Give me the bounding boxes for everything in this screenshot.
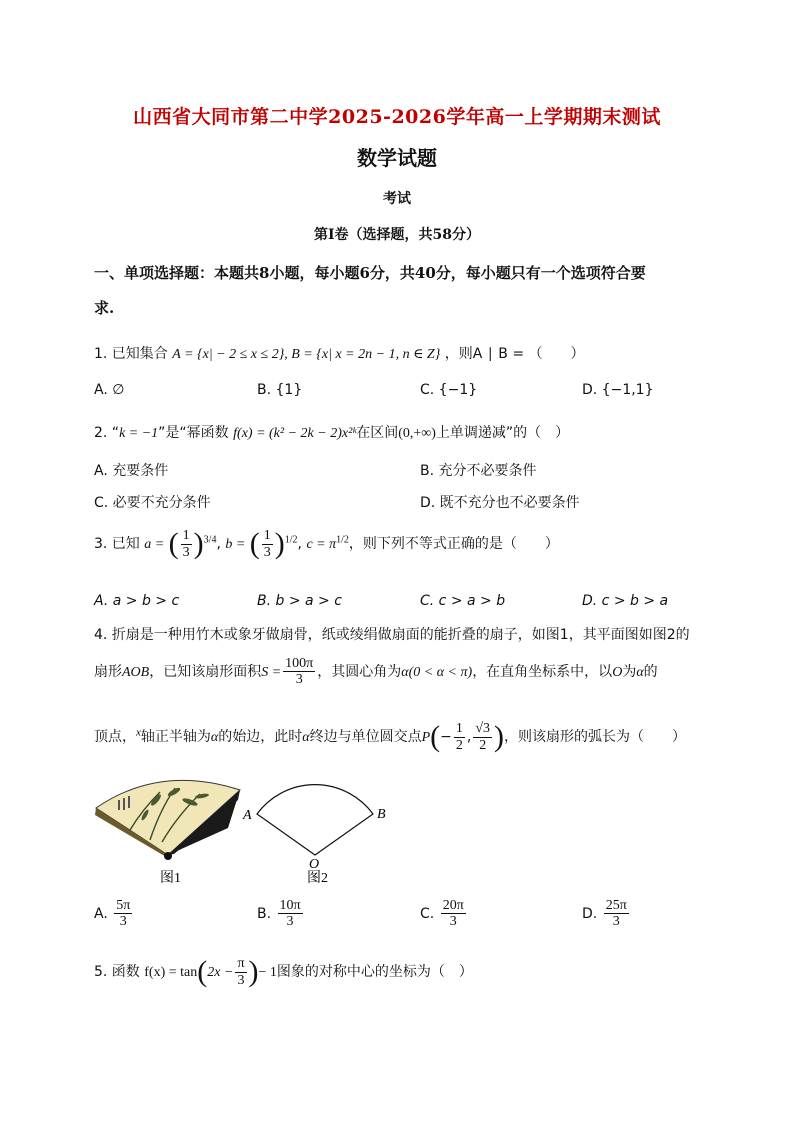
q3-lead: 3. 已知 [94,536,140,552]
question-3: 3. 已知 a = ( $\frac{1}{3}$ )$^{3/4}$, b = ( $\frac{1}{3}$ )$^{1/2}$, $c = \pi^{1/2}$，则下列不等式正确的是（ ） [94,527,559,560]
figure-2-caption: 图2 [307,871,328,886]
q4-text: 的始边，此时 [218,729,303,745]
point-a-label: A [243,808,252,823]
point-b-label: B [377,807,386,822]
q4-p: P [421,730,431,745]
q3-exp-a: 3/4 [203,534,217,546]
q2-text-b: ”是“幂函数 [158,425,229,441]
q4-px-num: 1 [455,721,463,737]
q4-text: 为 [622,663,637,680]
q4-alpha: α [302,730,310,745]
q2-k: k = −1 [119,426,159,441]
q1-option-c: C. {−1} [420,382,478,398]
q3-c: c = π [306,537,337,552]
q2-option-a: A. 充要条件 [94,463,169,479]
q4-text: 终边与单位圆交点 [309,729,422,745]
q4-area-den: 3 [295,672,303,688]
q4-option-letter: D. [582,905,598,922]
q4-opt-num: 5π [116,898,131,913]
q4-text: ，则该扇形的弧长为（ ） [504,729,687,745]
q5-minus: − 1 [258,965,277,980]
q3-option-c: C. c > a > b [420,593,506,609]
q4-option-letter: A. [94,905,108,922]
q4-option-letter: C. [420,905,435,922]
volume-heading: 第I卷（选择题，共58分） [313,227,481,243]
q4-opt-den: 3 [119,914,127,930]
q4-option-c [420,898,468,930]
q2-func: f(x) = (k² − 2k − 2)x²ᵏ [233,426,357,441]
q3-option-b: B. b > a > c [257,593,342,609]
q2-text-a: 2. “ [94,425,120,441]
figure-1-caption: 图1 [160,871,181,886]
q2-option-d: D. 既不充分也不必要条件 [420,495,580,511]
q1-sets: A = {x| − 2 ≤ x ≤ 2}, B = {x| x = 2n − 1, n ∈ Z} [172,347,441,362]
question-2 [94,422,569,442]
q4-text: 扇形 [94,663,122,680]
document-title: 山西省大同市第二中学2025-2026学年高一上学期期末测试 [133,106,661,128]
q5-pi-den: 3 [237,972,245,988]
q4-text: ，其圆心角为 [317,663,402,680]
q5-lead: 5. 函数 [94,964,140,980]
q4-area: S = [261,664,282,680]
q4-text: ，已知该扇形面积 [149,663,262,680]
q4-opt-num: 20π [442,898,464,913]
q1-option-d: D. {−1,1} [582,382,654,398]
q2-text-d: 上单调递减”的（ ） [435,425,570,441]
question-4-line1: 4. 折扇是一种用竹木或象牙做扇骨，纸或绫绢做扇面的能折叠的扇子，如图1，其平面图如图2的 [94,627,690,643]
q1-tail: ，则A ∣ B = （ ） [444,346,585,362]
q4-px-den: 2 [455,737,463,753]
q4-text: 轴正半轴为 [140,729,211,745]
question-5: 5. 函数 f(x) = tan(2x − $\frac{\pi}{3}$ )− 1图象的对称中心的坐标为（ ） [94,955,473,988]
q4-opt-num: 10π [279,898,301,913]
q5-inner: 2x − [207,965,234,980]
q5-func: f(x) = tan [144,965,198,980]
q3-a: a = [144,537,165,552]
q4-figures [90,770,420,890]
q3-option-a: A. a > b > c [94,593,180,609]
q5-tail: 图象的对称中心的坐标为（ ） [276,964,473,980]
q1-option-b: B. {1} [257,382,303,398]
q1-lead: 1. 已知集合 [94,346,168,362]
question-4-line3: 顶点，$^x$轴正半轴为α的始边，此时α终边与单位圆交点P(− $\frac{1}{2}$ , $\frac{√3}{2}$ )，则该扇形的弧长为（ ） [94,720,687,753]
q4-opt-num: 25π [605,898,627,913]
q3-exp-c: 1/2 [336,534,349,546]
q4-x: x [136,726,141,739]
q4-py-den: 2 [479,737,487,753]
section-heading-line1: 一、单项选择题：本题共8小题，每小题6分，共40分，每小题只有一个选项符合要 [94,264,646,282]
q4-angle: α(0 < α < π) [401,664,473,680]
folding-fan-image [95,780,240,860]
q4-option-b [257,898,305,930]
q3-option-d: D. c > b > a [582,593,669,609]
q2-option-b: B. 充分不必要条件 [420,463,537,479]
q4-option-letter: B. [257,905,272,922]
exam-label: 考试 [383,191,411,207]
q1-option-a: A. ∅ [94,382,125,398]
q4-text: ，在直角坐标系中，以 [472,663,613,680]
q4-opt-den: 3 [286,914,294,930]
q4-text: 顶点， [94,729,136,745]
q3-exp-b: 1/2 [284,534,298,546]
point-o-label: O [309,857,320,872]
question-1 [94,343,585,363]
q4-opt-den: 3 [612,914,620,930]
q4-alpha: α [210,730,219,745]
q3-tail: ，则下列不等式正确的是（ ） [348,536,559,552]
q4-option-d [582,898,631,930]
section-heading-line2: 求. [94,299,115,317]
q2-option-c: C. 必要不充分条件 [94,495,211,511]
question-4-line2 [94,656,658,688]
q4-option-a [94,898,134,930]
q4-py-num: √3 [475,721,491,737]
q4-area-num: 100π [285,656,314,671]
q4-text: 的 [643,663,658,680]
q4-aob: AOB [122,664,150,680]
q4-o: O [612,664,623,680]
q2-interval: (0,+∞) [398,426,436,441]
sector-aob-diagram [257,785,373,855]
document-subtitle: 数学试题 [357,146,437,170]
q4-opt-den: 3 [449,914,457,930]
q2-text-c: 在区间 [356,425,399,441]
q4-alpha: α [636,664,644,680]
q5-pi-num: π [237,956,245,972]
q3-b: b = [225,537,246,552]
